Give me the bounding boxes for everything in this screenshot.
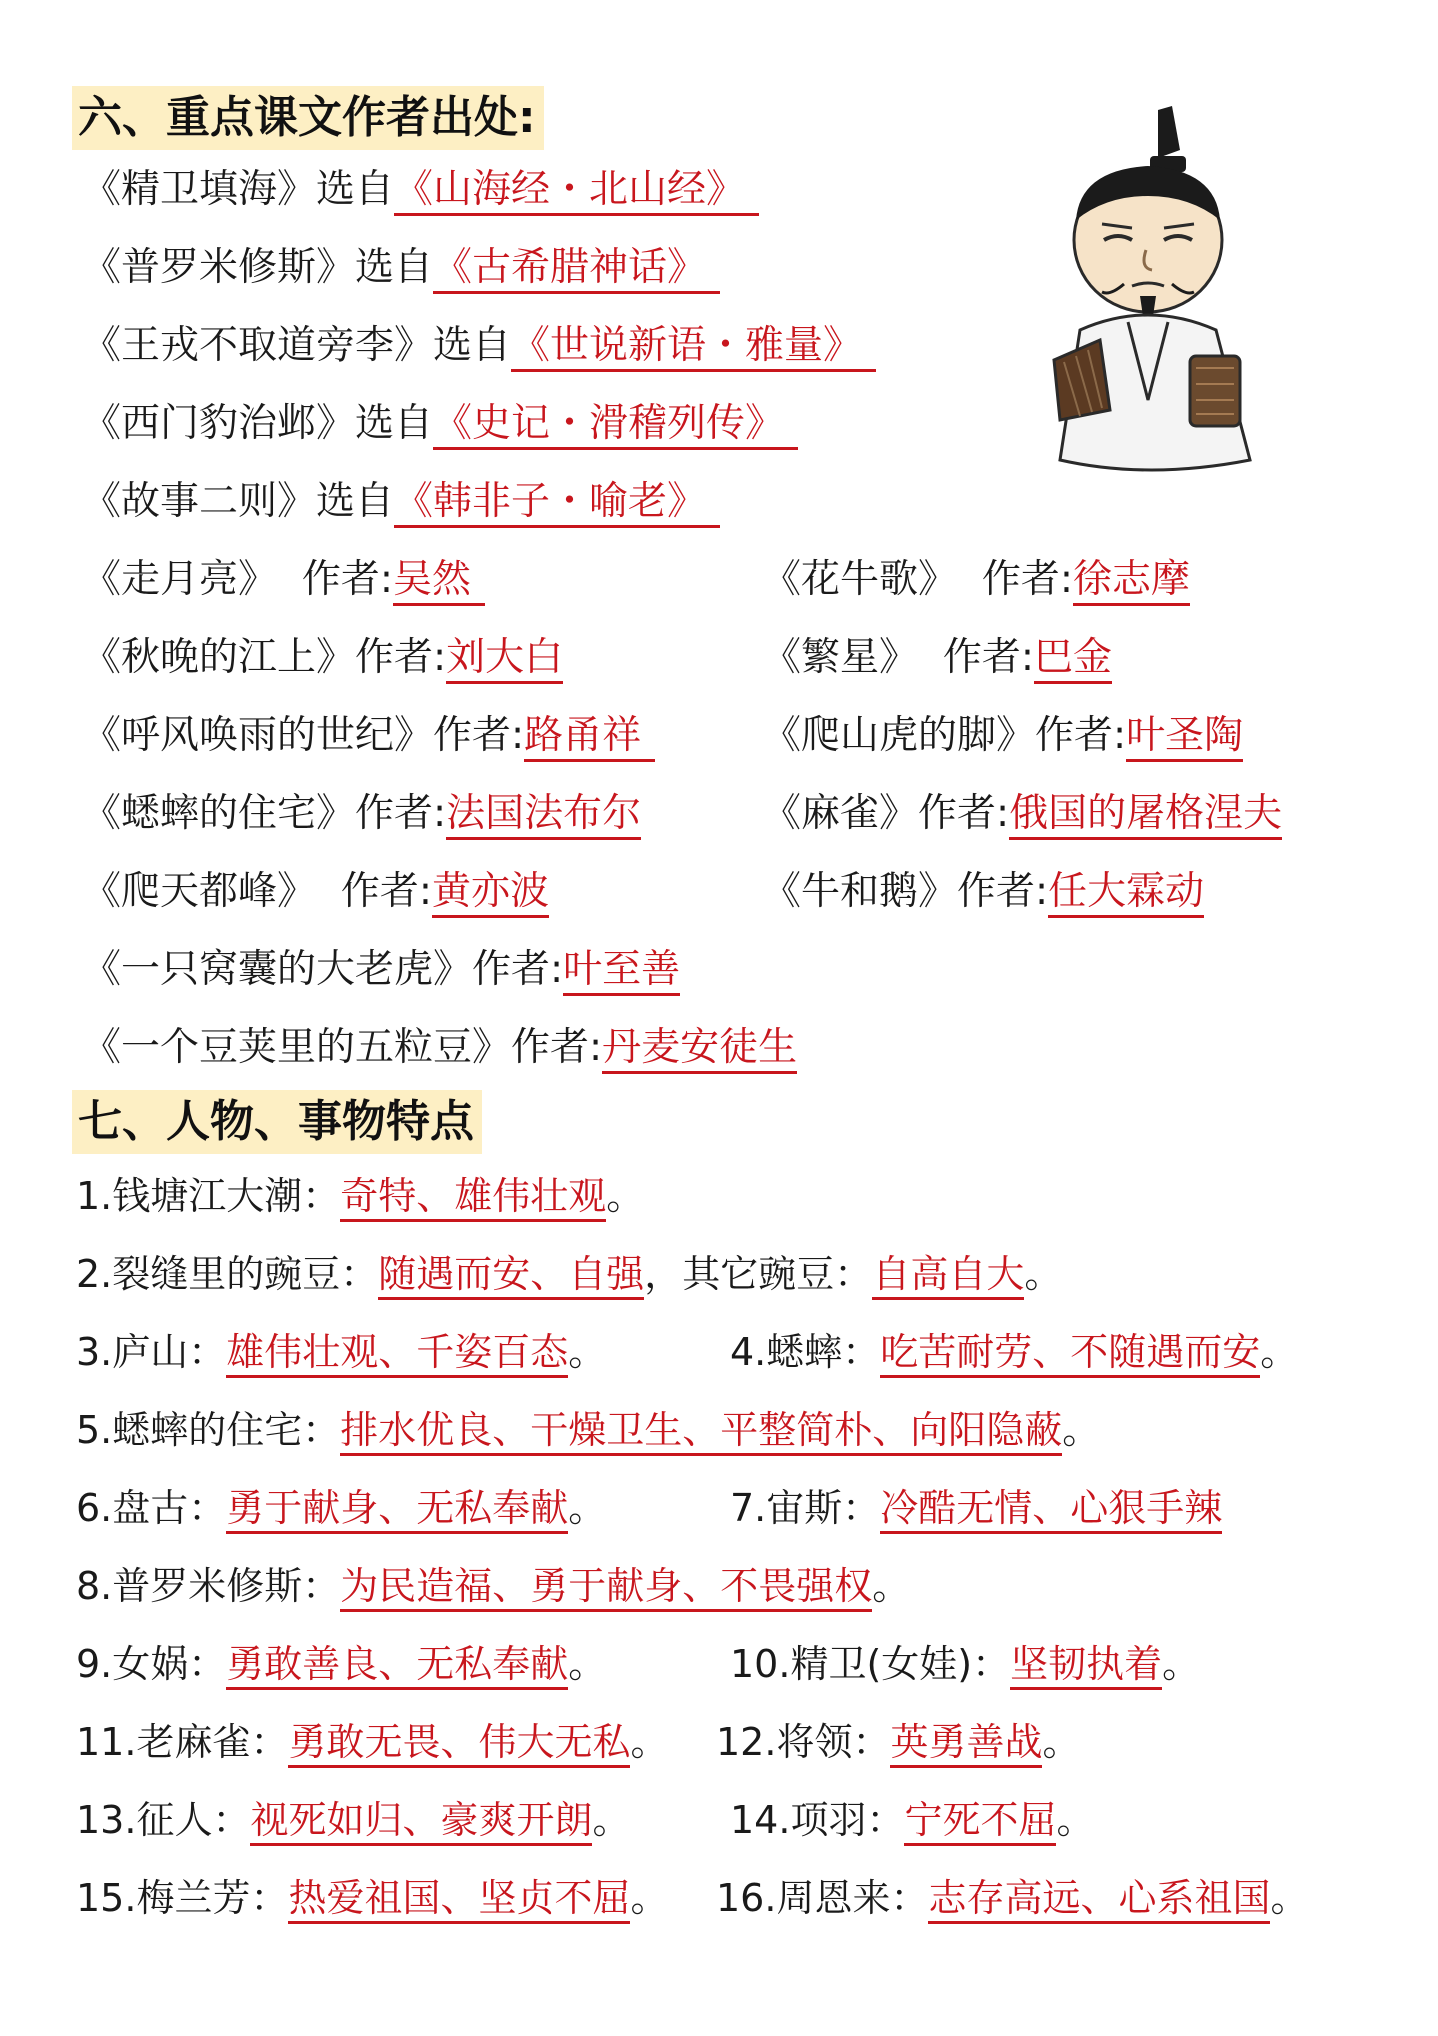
author-answer: 任大霖动 [1048, 869, 1204, 918]
trait-end: 。 [568, 1642, 607, 1686]
trait-subject: 蟋蟀： [766, 1330, 881, 1374]
trait-answer: 奇特、雄伟壮观 [340, 1174, 606, 1222]
author-answer: 叶至善 [563, 947, 680, 996]
item-number: 7. [730, 1486, 767, 1530]
trait-answer: 勇于献身、无私奉献 [226, 1486, 568, 1534]
source-verb: 选自 [355, 245, 434, 290]
trait-answer: 勇敢善良、无私奉献 [226, 1642, 568, 1690]
author-label: 作者: [301, 557, 393, 602]
author-line [82, 552, 485, 608]
trait-end: 。 [630, 1720, 669, 1764]
trait-answer: 随遇而安、自强 [378, 1252, 644, 1300]
author-line [762, 864, 1204, 920]
source-answer: 《古希腊神话》 [433, 245, 720, 294]
work-title: 《爬天都峰》 [82, 869, 317, 914]
item-number: 10. [730, 1642, 791, 1686]
author-label: 作者: [1035, 713, 1127, 758]
trait-subject: 普罗米修斯： [112, 1564, 341, 1608]
author-line [82, 1020, 797, 1076]
source-verb: 选自 [316, 479, 395, 524]
trait-subject: 老麻雀： [136, 1720, 289, 1764]
work-title: 《爬山虎的脚》 [762, 713, 1036, 758]
trait-line [76, 1558, 910, 1614]
source-verb: 选自 [355, 401, 434, 446]
item-number: 12. [716, 1720, 777, 1764]
author-label: 作者: [918, 791, 1010, 836]
trait-end: 。 [568, 1330, 607, 1374]
trait-mid: ，其它豌豆： [644, 1252, 873, 1296]
work-title: 《蟋蟀的住宅》 [82, 791, 356, 836]
trait-line [730, 1480, 1222, 1536]
author-label: 作者: [433, 713, 525, 758]
trait-subject: 将领： [776, 1720, 891, 1764]
trait-answer: 排水优良、干燥卫生、平整简朴、向阳隐蔽 [340, 1408, 1062, 1456]
author-label: 作者: [942, 635, 1034, 680]
source-verb: 选自 [316, 167, 395, 212]
section-7-heading: 七、人物、事物特点 [72, 1090, 482, 1154]
trait-end: 。 [1260, 1330, 1299, 1374]
author-label: 作者: [981, 557, 1073, 602]
trait-answer: 热爱祖国、坚贞不屈 [288, 1876, 630, 1924]
trait-line [76, 1402, 1100, 1458]
trait-line [730, 1636, 1200, 1692]
author-label: 作者: [340, 869, 432, 914]
work-title: 《花牛歌》 [762, 557, 958, 602]
source-line [82, 318, 876, 374]
trait-answer: 勇敢无畏、伟大无私 [288, 1720, 630, 1768]
author-answer: 俄国的屠格涅夫 [1009, 791, 1282, 840]
trait-subject: 女娲： [112, 1642, 227, 1686]
item-number: 8. [76, 1564, 113, 1608]
author-label: 作者: [355, 635, 447, 680]
trait-answer: 宁死不屈 [904, 1798, 1056, 1846]
work-title: 《西门豹治邺》 [82, 401, 356, 446]
author-line [762, 630, 1112, 686]
trait-answer: 坚韧执着 [1010, 1642, 1162, 1690]
work-title: 《精卫填海》 [82, 167, 317, 212]
author-line [762, 708, 1243, 764]
trait-answer: 志存高远、心系祖国 [928, 1876, 1270, 1924]
work-title: 《普罗米修斯》 [82, 245, 356, 290]
item-number: 11. [76, 1720, 137, 1764]
item-number: 15. [76, 1876, 137, 1920]
trait-end: 。 [568, 1486, 607, 1530]
trait-line [76, 1714, 668, 1770]
author-label: 作者: [472, 947, 564, 992]
item-number: 16. [716, 1876, 777, 1920]
work-title: 《呼风唤雨的世纪》 [82, 713, 434, 758]
trait-end: 。 [1056, 1798, 1095, 1842]
trait-line [730, 1792, 1094, 1848]
trait-answer-2: 自高自大 [872, 1252, 1024, 1300]
trait-subject: 钱塘江大潮： [112, 1174, 341, 1218]
source-line [82, 474, 720, 530]
trait-end: 。 [606, 1174, 645, 1218]
trait-answer: 冷酷无情、心狠手辣 [880, 1486, 1222, 1534]
author-answer: 丹麦安徒生 [602, 1025, 797, 1074]
trait-subject: 周恩来： [776, 1876, 929, 1920]
author-label: 作者: [511, 1025, 603, 1070]
work-title: 《秋晚的江上》 [82, 635, 356, 680]
author-answer: 徐志摩 [1073, 557, 1190, 606]
work-title: 《王戎不取道旁李》 [82, 323, 434, 368]
author-answer: 法国法布尔 [446, 791, 641, 840]
trait-line [76, 1870, 668, 1926]
item-number: 2. [76, 1252, 113, 1296]
author-line [762, 552, 1190, 608]
source-line [82, 396, 798, 452]
trait-line [76, 1480, 606, 1536]
work-title: 《一只窝囊的大老虎》 [82, 947, 473, 992]
source-answer: 《韩非子・喻老》 [394, 479, 720, 528]
work-title: 《麻雀》 [762, 791, 919, 836]
trait-line [76, 1246, 1062, 1302]
trait-subject: 项羽： [790, 1798, 905, 1842]
section-6-heading: 六、重点课文作者出处: [72, 86, 544, 150]
author-answer: 路甬祥 [524, 713, 655, 762]
trait-end: 。 [1062, 1408, 1101, 1452]
trait-line [76, 1168, 644, 1224]
trait-line [730, 1324, 1298, 1380]
trait-answer: 视死如归、豪爽开朗 [250, 1798, 592, 1846]
trait-answer: 吃苦耐劳、不随遇而安 [880, 1330, 1260, 1378]
trait-line [76, 1636, 606, 1692]
author-line [82, 864, 549, 920]
author-answer: 黄亦波 [432, 869, 549, 918]
source-line [82, 162, 759, 218]
source-answer: 《世说新语・雅量》 [511, 323, 876, 372]
source-answer: 《山海经・北山经》 [394, 167, 759, 216]
author-label: 作者: [957, 869, 1049, 914]
work-title: 《繁星》 [762, 635, 919, 680]
trait-end: 。 [630, 1876, 669, 1920]
trait-subject: 裂缝里的豌豆： [112, 1252, 379, 1296]
trait-subject: 征人： [136, 1798, 251, 1842]
trait-subject: 宙斯： [766, 1486, 881, 1530]
author-line [762, 786, 1282, 842]
work-title: 《一个豆荚里的五粒豆》 [82, 1025, 512, 1070]
author-answer: 叶圣陶 [1126, 713, 1243, 762]
trait-end: 。 [1162, 1642, 1201, 1686]
author-line [82, 942, 680, 998]
trait-subject: 盘古： [112, 1486, 227, 1530]
trait-line [76, 1324, 606, 1380]
work-title: 《走月亮》 [82, 557, 278, 602]
trait-subject: 精卫(女娃)： [790, 1642, 1011, 1686]
author-line [82, 630, 563, 686]
trait-line [716, 1714, 1080, 1770]
source-verb: 选自 [433, 323, 512, 368]
author-label: 作者: [355, 791, 447, 836]
item-number: 4. [730, 1330, 767, 1374]
item-number: 6. [76, 1486, 113, 1530]
source-line [82, 240, 720, 296]
item-number: 14. [730, 1798, 791, 1842]
work-title: 《故事二则》 [82, 479, 317, 524]
item-number: 9. [76, 1642, 113, 1686]
trait-subject: 蟋蟀的住宅： [112, 1408, 341, 1452]
trait-answer: 雄伟壮观、千姿百态 [226, 1330, 568, 1378]
item-number: 13. [76, 1798, 137, 1842]
trait-subject: 梅兰芳： [136, 1876, 289, 1920]
ancient-scholar-illustration [1040, 100, 1270, 480]
trait-answer: 英勇善战 [890, 1720, 1042, 1768]
author-answer: 巴金 [1034, 635, 1112, 684]
work-title: 《牛和鹅》 [762, 869, 958, 914]
trait-line [76, 1792, 630, 1848]
trait-end: 。 [1270, 1876, 1309, 1920]
item-number: 1. [76, 1174, 113, 1218]
trait-end: 。 [872, 1564, 911, 1608]
trait-end: 。 [1024, 1252, 1063, 1296]
source-answer: 《史记・滑稽列传》 [433, 401, 798, 450]
trait-line [716, 1870, 1308, 1926]
trait-answer: 为民造福、勇于献身、不畏强权 [340, 1564, 872, 1612]
item-number: 5. [76, 1408, 113, 1452]
trait-end: 。 [1042, 1720, 1081, 1764]
author-line [82, 708, 655, 764]
author-line [82, 786, 641, 842]
item-number: 3. [76, 1330, 113, 1374]
trait-subject: 庐山： [112, 1330, 227, 1374]
author-answer: 吴然 [393, 557, 485, 606]
author-answer: 刘大白 [446, 635, 563, 684]
trait-end: 。 [592, 1798, 631, 1842]
